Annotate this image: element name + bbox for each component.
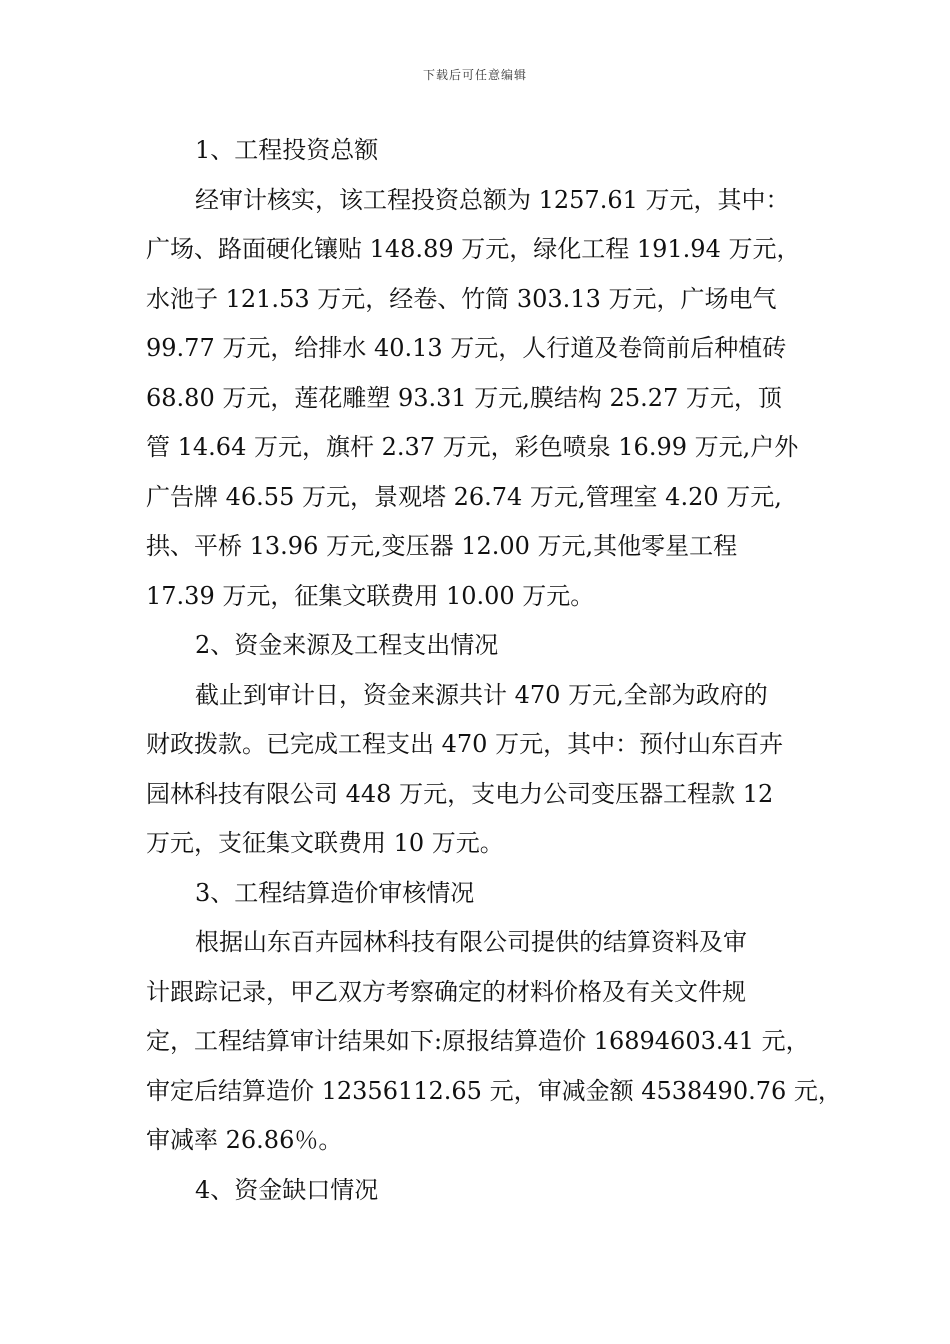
paragraph-line: 拱、平桥 13.96 万元,变压器 12.00 万元,其他零星工程 xyxy=(146,532,738,560)
paragraph-line: 广告牌 46.55 万元，景观塔 26.74 万元,管理室 4.20 万元, xyxy=(146,482,782,511)
paragraph-line: 管 14.64 万元，旗杆 2.37 万元，彩色喷泉 16.99 万元,户外 xyxy=(146,433,799,461)
section-heading: 4、资金缺口情况 xyxy=(195,1175,379,1204)
paragraph-line: 计跟踪记录，甲乙双方考察确定的材料价格及有关文件规 xyxy=(146,977,746,1006)
paragraph-line: 水池子 121.53 万元，经卷、竹筒 303.13 万元，广场电气 xyxy=(146,284,777,313)
paragraph-line: 园林科技有限公司 448 万元，支电力公司变压器工程款 12 xyxy=(146,779,774,808)
paragraph-line: 广场、路面硬化镶贴 148.89 万元，绿化工程 191.94 万元， xyxy=(146,235,801,263)
paragraph-line: 审减率 26.86％。 xyxy=(146,1126,343,1154)
paragraph-line: 根据山东百卉园林科技有限公司提供的结算资料及审 xyxy=(195,928,747,956)
paragraph-line: 经审计核实，该工程投资总额为 1257.61 万元，其中： xyxy=(195,185,790,214)
paragraph-line: 万元，支征集文联费用 10 万元。 xyxy=(146,829,504,857)
paragraph-line: 68.80 万元，莲花雕塑 93.31 万元,膜结构 25.27 万元，顶 xyxy=(146,383,782,412)
page-header: 下载后可任意编辑 xyxy=(422,68,527,82)
section-heading: 1、工程投资总额 xyxy=(195,136,379,164)
paragraph-line: 审定后结算造价 12356112.65 元，审减金额 4538490.76 元， xyxy=(146,1076,842,1105)
paragraph-line: 99.77 万元，给排水 40.13 万元，人行道及卷筒前后种植砖 xyxy=(146,334,787,362)
paragraph-line: 财政拨款。已完成工程支出 470 万元，其中：预付山东百卉 xyxy=(146,730,784,758)
document-body xyxy=(146,126,842,1215)
section-heading: 3、工程结算造价审核情况 xyxy=(195,878,475,907)
paragraph-line: 截止到审计日，资金来源共计 470 万元,全部为政府的 xyxy=(195,680,768,709)
section-heading: 2、资金来源及工程支出情况 xyxy=(195,631,499,659)
paragraph-line: 定，工程结算审计结果如下:原报结算造价 16894603.41 元， xyxy=(146,1027,810,1055)
paragraph-line: 17.39 万元，征集文联费用 10.00 万元。 xyxy=(146,581,595,610)
